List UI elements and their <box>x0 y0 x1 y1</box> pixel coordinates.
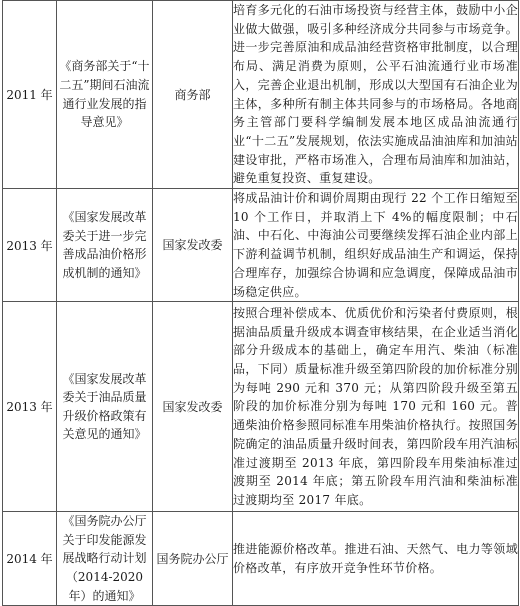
department-cell: 国家发改委 <box>153 189 233 302</box>
department-cell: 国家发改委 <box>153 302 233 512</box>
table-row <box>3 1 519 189</box>
year-cell: 2013 年 <box>3 302 57 512</box>
policy-content-cell: 按照合理补偿成本、优质优价和污染者付费原则，根据油品质量升级成本调查审核结果，在企业适当消化部分升级成本的基础上，确定车用汽、柴油（标准品，下同）质量标准升级至第四阶段的加价标准分别为每吨 290 元和 370 元；从第四阶段升级至第五阶段的加价标准分别为每吨 170 元和 160 元。普通柴油价格参照同标准车用柴油价格执行。按照国务院确定的油品质量升级时间表，第四阶段车用汽油标准过渡期至 2013 年底，第四阶段车用柴油标准过渡期至 2014 年底；第五阶段车用汽油和柴油标准过渡期均至 2017 年底。 <box>233 302 519 512</box>
table-row <box>3 302 519 512</box>
table-row <box>3 512 519 606</box>
policy-content-cell: 推进能源价格改革。推进石油、天然气、电力等领域价格改革，有序放开竞争性环节价格。 <box>233 512 519 606</box>
document-title-cell: 《国家发展改革委关于油品质量升级价格政策有关意见的通知》 <box>57 302 153 512</box>
year-cell: 2013 年 <box>3 189 57 302</box>
policy-content-cell: 将成品油计价和调价周期由现行 22 个工作日缩短至 10 个工作日，并取消上下 4%的幅度限制；中石油、中石化、中海油公司要继续发挥石油企业内部上下游利益调节机制，组织好成品油生产和调运，保持合理库存，加强综合协调和应急调度，保障成品油市场稳定供应。 <box>233 189 519 302</box>
policy-table <box>2 0 519 606</box>
document-title-cell: 《国家发展改革委关于进一步完善成品油价格形成机制的通知》 <box>57 189 153 302</box>
document-title-cell: 《国务院办公厅关于印发能源发展战略行动计划（2014-2020年）的通知》 <box>57 512 153 606</box>
year-cell: 2011 年 <box>3 1 57 189</box>
table-row <box>3 189 519 302</box>
policy-content-cell: 培育多元化的石油市场投资与经营主体，鼓励中小企业做大做强，吸引多种经济成分共同参与市场竞争。进一步完善原油和成品油经营资格审批制度，以合理布局、满足消费为原则，公平石油流通行业市场准入，完善企业退出机制，形成以大型国有石油企业为主体，多种所有制主体共同参与的市场格局。各地商务主管部门要科学编制发展本地区成品油流通行业“十二五”发展规划，依法实施成品油油库和加油站建设审批，严格市场准入，合理布局油库和加油站，避免重复投资、重复建设。 <box>233 1 519 189</box>
document-title-cell: 《商务部关于“十二五”期间石油流通行业发展的指导意见》 <box>57 1 153 189</box>
year-cell: 2014 年 <box>3 512 57 606</box>
department-cell: 国务院办公厅 <box>153 512 233 606</box>
department-cell: 商务部 <box>153 1 233 189</box>
